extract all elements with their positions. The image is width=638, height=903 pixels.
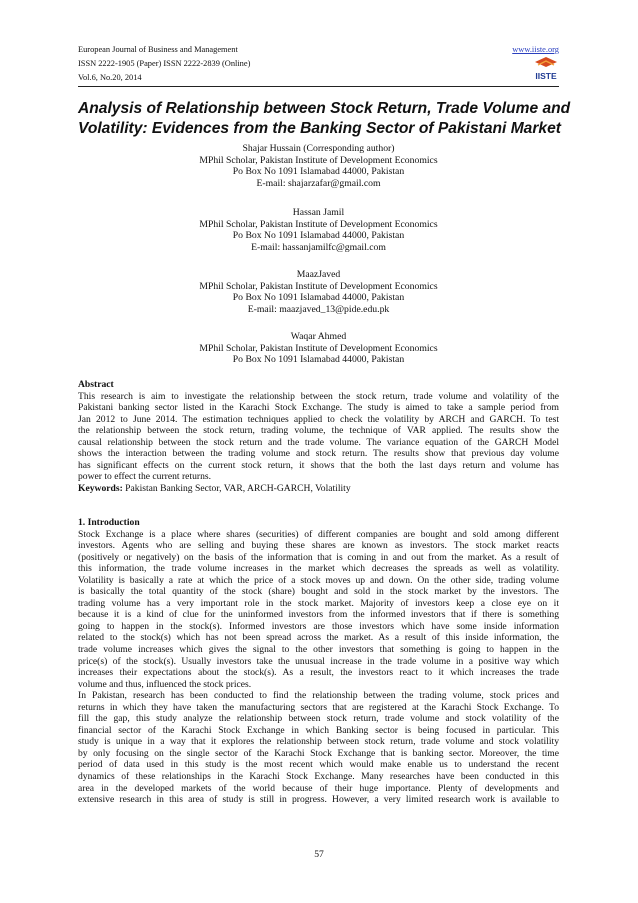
intro-line: because it is a kind of clue for the uninformed investors from the informed investors that if there is something <box>78 609 559 621</box>
author-email[interactable]: E-mail: hassanjamilfc@gmail.com <box>251 241 386 253</box>
logo-text: IISTE <box>535 71 557 81</box>
intro-line: by only focusing on the single sector of the Karachi Stock Exchange that is banking sector. Moreover, the time <box>78 747 559 759</box>
abstract-line: shows the interaction between the trading volume and stock return. The results show that previous day volume <box>78 448 559 460</box>
intro-line: In Pakistan, research has been conducted to find the relationship between the trading volume, stock prices and <box>78 690 559 702</box>
author-name: Shajar Hussain (Corresponding author) <box>242 143 395 154</box>
intro-line: price(s) of the stock(s). Usually investors take the unusual increase in the trade volume in a positive way which <box>78 655 559 667</box>
intro-line: (positively or negatively) on the basis of the information that is coming in and out from the market. As a result of <box>78 551 559 563</box>
author-address: Po Box No 1091 Islamabad 44000, Pakistan <box>232 230 405 242</box>
introduction-section <box>78 517 559 806</box>
intro-line: extensive research in this area of study is still in progress. However, a very limited research work is available to <box>78 794 559 806</box>
intro-line: trading volume has a very important role in the stock market. Majority of investors keep a close eye on it <box>78 597 559 609</box>
intro-line: returns in which they have taken the manufacturing sectors that are registered at the Karachi Stock Exchange. To <box>78 701 559 713</box>
author-name: Waqar Ahmed <box>290 331 347 342</box>
intro-line: going to happen in the stock(s). Informed investors are those investors which have some inside information <box>78 620 559 632</box>
intro-line: financial sector of the Karachi Stock Exchange in which Banking sector is being focused in particular. This <box>78 724 559 736</box>
title-line-1: Analysis of Relationship between Stock Return, Trade Volume and <box>78 100 571 117</box>
intro-line: dynamics of these relationships in the Karachi Stock Exchange. Many researches have been conducted in this <box>78 771 559 783</box>
intro-line: related to the stock(s) which has not been spread across the market. As a result of this inside information, the <box>78 632 559 644</box>
author-address: Po Box No 1091 Islamabad 44000, Pakistan <box>232 292 405 304</box>
intro-line: study is unique in a way that it explores the relationship between stock return, trade volume and stock volatility <box>78 736 559 748</box>
abstract-line: Pakistani banking sector listed in the Karachi Stock Exchange. The study is aimed to take a sample period from <box>78 402 559 414</box>
keywords <box>78 483 559 495</box>
abstract-line: the relationship between the stock return, trading volume, the technique of VAR applied. The results show the <box>78 425 559 437</box>
title-line-2: Volatility: Evidences from the Banking Sector of Pakistani Market <box>78 120 561 137</box>
author-block-2 <box>78 207 559 253</box>
iiste-logo <box>532 56 560 82</box>
abstract-line: power to effect the current returns. <box>78 471 212 483</box>
author-name: MaazJaved <box>296 269 341 280</box>
keywords-text: Pakistan Banking Sector, VAR, ARCH-GARCH, Volatility <box>125 482 351 494</box>
intro-line: trade volume increases which gives the signal to the other investors that something is going to happen in the <box>78 644 559 656</box>
intro-line: Volatility is basically a rate at which the price of a stock moves up and down. On the other side, trading volume <box>78 574 559 586</box>
abstract-line: has significant effects on the current stock return, it shows that the both the last days return and volume has <box>78 459 559 471</box>
keywords-label: Keywords: <box>78 482 123 494</box>
author-name: Hassan Jamil <box>292 207 345 218</box>
author-address: Po Box No 1091 Islamabad 44000, Pakistan <box>232 354 405 366</box>
journal-name: European Journal of Business and Management <box>78 45 238 54</box>
author-block-3 <box>78 269 559 315</box>
intro-line: Stock Exchange is a place where shares (securities) of different companies are bought and sold among different <box>78 528 559 540</box>
intro-line: increases their expectations about the stock(s). As a result, the investors react to it which increases the trade <box>78 667 559 679</box>
paper-title <box>78 99 571 139</box>
introduction-heading: 1. Introduction <box>78 517 140 528</box>
abstract-line: This research is aim to investigate the relationship between the stock return, trade volume and volatility of the <box>78 390 559 402</box>
abstract-section <box>78 379 559 494</box>
intro-line: investors. Agents who are selling and buying these shares are known as investors. The stock market reacts <box>78 540 559 552</box>
header-rule <box>78 86 559 87</box>
page-number: 57 <box>314 849 324 860</box>
author-address: Po Box No 1091 Islamabad 44000, Pakistan <box>232 166 405 178</box>
author-email[interactable]: E-mail: shajarzafar@gmail.com <box>256 177 381 189</box>
intro-line: fill the gap, this study analyze the relationship between stock return, trade volume and stock volatility of the <box>78 713 559 725</box>
author-affiliation: MPhil Scholar, Pakistan Institute of Development Economics <box>199 154 438 166</box>
volume-info: Vol.6, No.20, 2014 <box>78 73 142 82</box>
author-block-1 <box>78 143 559 189</box>
intro-line: area in the developed markets of the world because of their huge importance. Plenty of developments and <box>78 782 559 794</box>
journal-url-link[interactable]: www.iiste.org <box>512 45 559 54</box>
author-affiliation: MPhil Scholar, Pakistan Institute of Development Economics <box>199 280 438 292</box>
intro-line: is basically the total quantity of the stock (share) bought and sold in the stock market by the investors. The <box>78 586 559 598</box>
author-affiliation: MPhil Scholar, Pakistan Institute of Development Economics <box>199 342 438 354</box>
author-affiliation: MPhil Scholar, Pakistan Institute of Development Economics <box>199 218 438 230</box>
abstract-line: Jan 2012 to June 2014. The estimation techniques applied to check the volatility by ARCH and GARCH. To test <box>78 413 559 425</box>
intro-line: this information, the trade volume increases in the market which decreases the spreads as well as volatility. <box>78 563 559 575</box>
abstract-line: causal relationship between the stock return and the trade volume. The variance equation of the GARCH Model <box>78 436 559 448</box>
intro-line: volume and thus, influenced the stock prices. <box>78 678 252 690</box>
abstract-heading: Abstract <box>78 379 114 390</box>
author-block-4 <box>78 331 559 366</box>
issn: ISSN 2222-1905 (Paper) ISSN 2222-2839 (Online) <box>78 59 251 68</box>
intro-line: period of data used in this study is the most recent which would make enable us to understand the recent <box>78 759 559 771</box>
author-email[interactable]: E-mail: maazjaved_13@pide.edu.pk <box>247 303 390 315</box>
